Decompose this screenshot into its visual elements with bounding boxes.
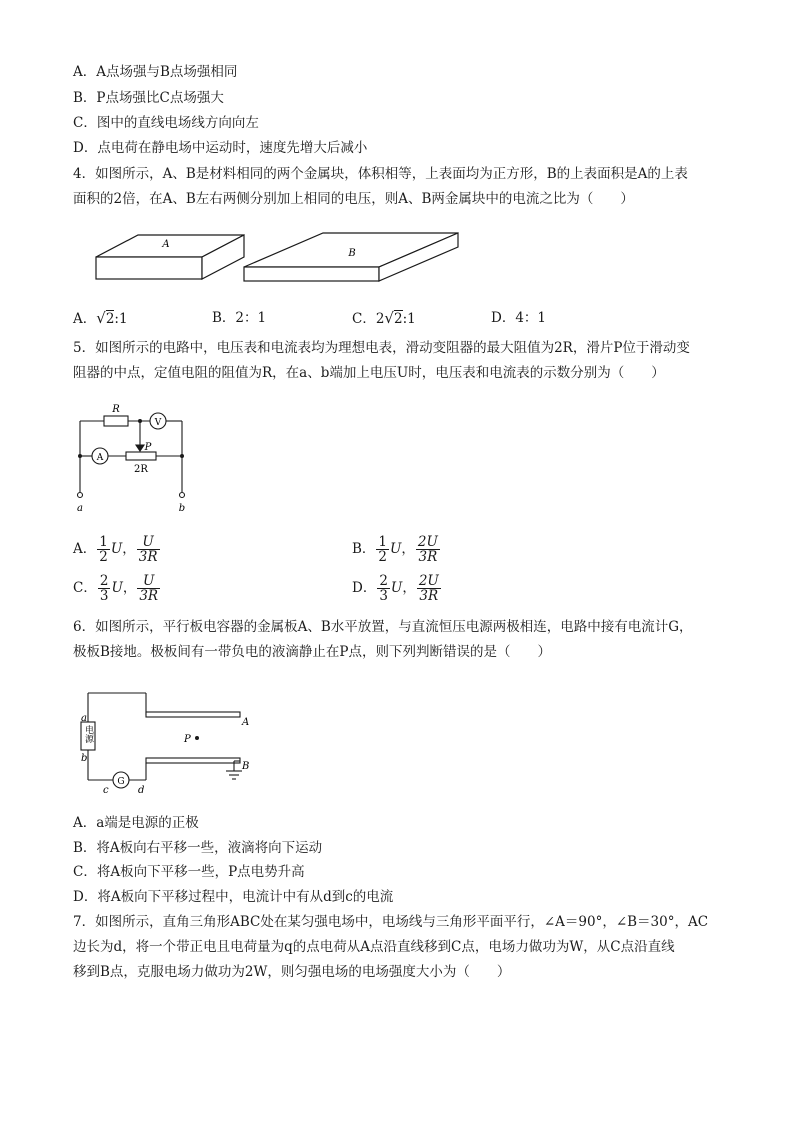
q4-stem-line2: 面积的2倍，在A、B左右两侧分别加上相同的电压，则A、B两金属块中的电流之比为（ ） [73, 191, 634, 207]
q7-stem-line1: 7．如图所示，直角三角形ABC处在某匀强电场中，电场线与三角形平面平行，∠A＝90°，∠B＝30°，AC [73, 914, 709, 930]
q5-option-b: B． $\frac{1}{2}$ U， $\frac{2U}{3R}$ [352, 534, 438, 565]
label-g: G [117, 777, 125, 787]
q4-option-a: A．√2:1 [73, 309, 128, 327]
label-b-end: b [81, 753, 88, 764]
resistor-r [104, 416, 128, 426]
q7-stem-line3: 移到B点，克服电场力做功为2W，则匀强电场的电场强度大小为（ ） [73, 964, 511, 980]
label-p: P [144, 442, 152, 453]
q4-option-d: D．4：1 [491, 310, 547, 326]
plate-b [146, 758, 240, 763]
q6-stem-line1: 6．如图所示，平行板电容器的金属板A、B水平放置，与直流恒压电源两极相连，电路中接有电流计G， [73, 619, 693, 635]
block-a [96, 235, 244, 279]
q6-figure-capacitor [76, 685, 256, 797]
label-plate-b: B [242, 761, 250, 772]
q3-option-d: D．点电荷在静电场中运动时，速度先增大后减小 [73, 140, 368, 156]
q5-stem-line2: 阻器的中点，定值电阻的阻值为R，在a、b端加上电压U时，电压表和电流表的示数分别为（ ） [73, 365, 665, 381]
block-a-label: A [162, 239, 170, 250]
q5-option-c: C． $\frac{2}{3}$ U， $\frac{U}{3R}$ [73, 573, 159, 604]
block-b-label: B [348, 248, 356, 259]
q5-stem-line1: 5．如图所示的电路中，电压表和电流表均为理想电表，滑动变阻器的最大阻值为2R，滑片P位于滑动变 [73, 340, 690, 356]
q3-option-a: A．A点场强与B点场强相同 [73, 64, 238, 80]
plate-a [146, 712, 240, 717]
q6-option-d: D．将A板向下平移过程中，电流计中有从d到c的电流 [73, 889, 394, 905]
q6-option-a: A．a端是电源的正极 [73, 815, 199, 831]
q5-option-a: A． $\frac{1}{2}$ U， $\frac{U}{3R}$ [73, 534, 158, 565]
label-plate-a: A [242, 717, 250, 728]
label-r: R [112, 404, 120, 415]
q4-option-b: B．2：1 [212, 310, 267, 326]
q6-option-c: C．将A板向下平移一些，P点电势升高 [73, 864, 305, 880]
q6-stem-line2: 极板B接地。极板间有一带负电的液滴静止在P点，则下列判断错误的是（ ） [73, 644, 552, 660]
label-2r: 2R [134, 464, 148, 475]
rheostat-2r [126, 452, 156, 460]
slider-p-arrow [136, 445, 144, 451]
label-d: d [138, 785, 145, 796]
label-terminal-a: a [77, 503, 83, 514]
q5-figure-circuit [70, 400, 200, 515]
q5-option-d: D． $\frac{2}{3}$ U， $\frac{2U}{3R}$ [352, 573, 439, 604]
label-power-source: 电源 [83, 725, 93, 743]
q4-stem-line1: 4．如图所示，A、B是材料相同的两个金属块，体积相等，上表面均为正方形，B的上表面积是A的上表 [73, 166, 688, 182]
q4-figure-metal-blocks [88, 225, 468, 287]
q3-option-b: B．P点场强比C点场强大 [73, 90, 224, 106]
droplet-p [195, 736, 199, 740]
label-v: V [154, 418, 162, 428]
label-c: c [103, 785, 109, 796]
label-a-end: a [81, 713, 87, 724]
q4-option-c: C．2√2:1 [352, 309, 416, 327]
label-p-point: P [184, 734, 191, 745]
q6-option-b: B．将A板向右平移一些，液滴将向下运动 [73, 840, 323, 856]
q7-stem-line2: 边长为d，将一个带正电且电荷量为q的点电荷从A点沿直线移到C点，电场力做功为W，从C点沿直线 [73, 939, 675, 955]
q3-option-c: C．图中的直线电场线方向向左 [73, 115, 259, 131]
label-a: A [96, 453, 104, 463]
label-terminal-b: b [178, 503, 186, 514]
